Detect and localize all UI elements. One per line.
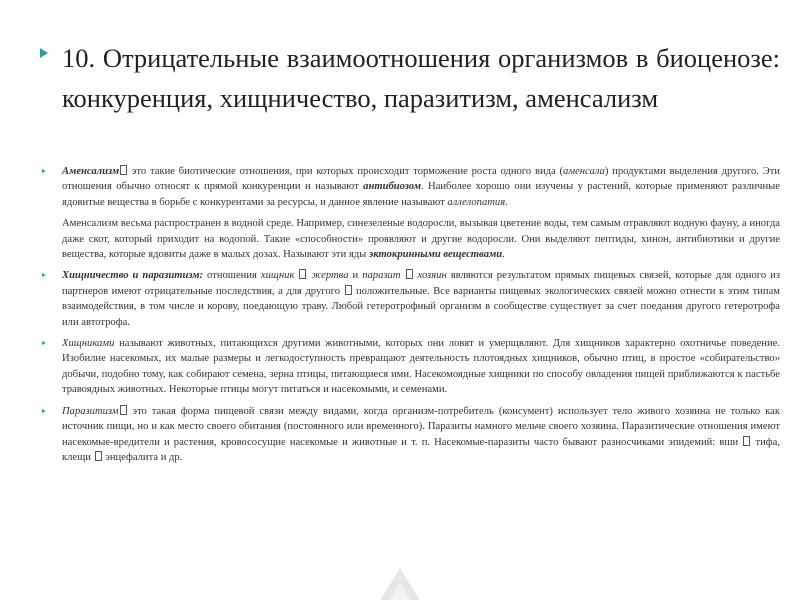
term-host: хозяин	[413, 270, 447, 282]
text-segment: .	[505, 196, 508, 208]
text-segment: это такая форма пищевой связи между видами, когда организм-потребитель (консумент) использует тело живого хозяина не только как источник пищи, но и как место своего обитания (постоянного или временного). Паразиты намного мельче своего хозяина. Паразитические отношения имеют насекомые-вредители и растения, кровососущие насекомые и животные и т. п. Насекомые-паразиты часто бывают разносчиками эпидемий: вши	[62, 405, 780, 448]
text-segment: тифа, клещи	[62, 436, 780, 463]
title-block	[40, 38, 780, 118]
term-allelopathy: аллелопатия	[447, 196, 506, 208]
bullet-icon	[42, 409, 46, 413]
missing-glyph-icon	[743, 436, 750, 446]
bullet-icon	[42, 341, 46, 345]
slide-title: 10. Отрицательные взаимоотношения организмов в биоценозе: конкуренция, хищничество, паразитизм, аменсализм	[62, 43, 780, 113]
term-parasitism: Паразитизм	[62, 405, 119, 417]
term-ectocrine: эктокринными веществами	[368, 249, 503, 261]
paragraph-predators	[62, 336, 780, 398]
missing-glyph-icon	[95, 451, 102, 461]
term-predator: хищник	[260, 270, 299, 282]
paragraph-predation	[62, 268, 780, 330]
term-parasite: паразит	[362, 270, 405, 282]
term-amensal: аменсала	[563, 166, 605, 177]
term-predators: Хищниками	[62, 338, 115, 350]
text-segment: . Наиболее хорошо они изучены у растений, которые применяют различные ядовитые вещества в борьбе с конкурентами за ресурсы, и данное явление называют	[62, 181, 781, 208]
text-segment: это такие биотические отношения, при которых происходит торможение роста одного вида (	[128, 166, 564, 177]
text-segment: Аменсализм весьма распространен в водной среде. Например, синезеленые водоросли, вызывая цветение воды, тем самым отравляют водную фауну, а иногда даже скот, который приходит на водопой. Такие «способности» проявляют и другие водоросли. Они выделяют пептиды, хинон, антибиотики и другие вещества, которые ядовиты даже в малых дозах. Называют эти яды	[62, 218, 780, 261]
text-segment: являются результатом прямых пищевых связей, которые для одного из партнеров имеют отрицательные последствия, а для другого	[62, 270, 781, 297]
text-segment: называют животных, питающихся другими животными, которых они ловят и умерщвляют. Для хищников характерно охотничье поведение. Изобилие насекомых, их малые размеры и легкодоступность превращают деятельность плотоядных хищников, обычно птиц, в простое «собирательство» добычи, подобно тому, как собирают семена, зерна птицы, питающиеся ими. Насекомоядные хищники по способу овладения пищей приближаются к пастьбе травоядных животных. Некоторые птицы могут питаться и насекомыми, и семенами.	[62, 338, 780, 396]
text-segment: отношения	[203, 270, 261, 282]
text-segment: .	[502, 249, 505, 261]
missing-glyph-icon	[120, 405, 127, 415]
text-segment: положительные. Все варианты пищевых экологических связей можно отнести к этим типам взаимодействия, в том числе и корову, поедающую траву. Любой гетеротрофный организм в сообществе существует за счет поедания другого гетеротрофа или автотрофа.	[62, 285, 780, 328]
paragraph-amensalism	[62, 164, 780, 210]
missing-glyph-icon	[120, 165, 127, 175]
text-segment: ) продуктами выделения другого. Эти отношения обычно относят к прямой конкуренции и называют	[62, 166, 780, 193]
term-predation-parasitism: Хищничество и паразитизм:	[62, 270, 204, 282]
text-segment: и	[348, 270, 363, 282]
term-antibiosis: антибиозом	[363, 181, 421, 193]
title-bullet-icon	[40, 48, 48, 58]
term-amensalism: Аменсализм	[62, 166, 120, 177]
missing-glyph-icon	[345, 285, 352, 295]
paragraph-parasitism	[62, 404, 780, 466]
slide-body	[40, 164, 780, 471]
text-segment: энцефалита и др.	[102, 451, 183, 463]
term-prey: жертва	[307, 270, 349, 282]
watermark-icon	[370, 568, 430, 600]
paragraph-water	[62, 216, 780, 262]
missing-glyph-icon	[299, 269, 306, 279]
bullet-icon	[42, 273, 46, 277]
bullet-icon	[42, 169, 46, 173]
missing-glyph-icon	[406, 269, 413, 279]
